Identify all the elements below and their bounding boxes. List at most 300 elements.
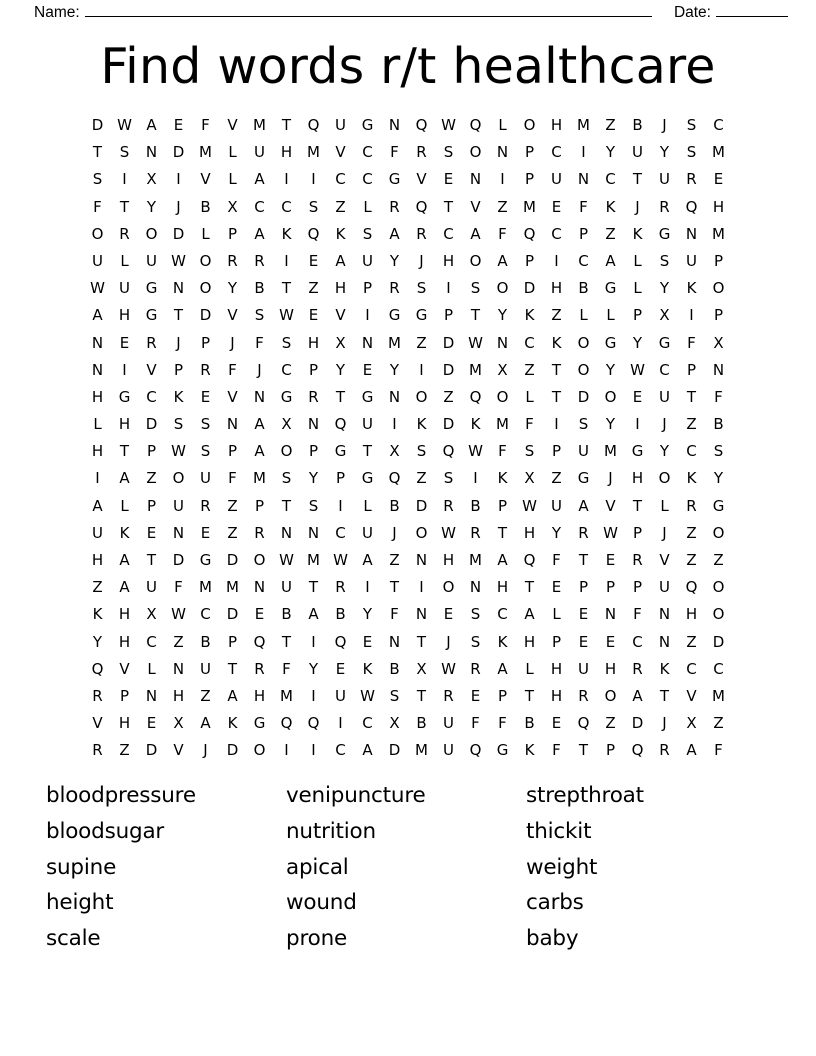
grid-cell[interactable]: G [361,116,374,134]
grid-cell[interactable]: V [605,496,616,515]
grid-cell[interactable]: S [389,686,400,705]
grid-cell[interactable]: G [199,551,212,569]
grid-cell[interactable]: T [362,442,373,461]
grid-cell[interactable]: F [255,333,264,352]
grid-cell[interactable]: R [443,686,454,705]
grid-cell[interactable]: S [686,116,697,134]
grid-cell[interactable]: I [284,251,289,270]
grid-cell[interactable]: Z [92,578,103,597]
grid-cell[interactable]: U [92,523,103,542]
grid-cell[interactable]: Q [523,224,536,243]
grid-cell[interactable]: R [632,551,643,569]
grid-cell[interactable]: K [551,333,562,352]
grid-cell[interactable]: H [253,686,266,705]
grid-cell[interactable]: F [93,197,102,216]
grid-cell[interactable]: D [226,551,239,569]
grid-cell[interactable]: X [146,605,157,624]
grid-cell[interactable]: E [362,632,373,651]
grid-cell[interactable]: W [468,442,483,461]
grid-cell[interactable]: C [335,170,346,189]
grid-cell[interactable]: G [253,714,266,733]
grid-cell[interactable]: Y [605,143,616,162]
grid-cell[interactable]: T [416,686,427,705]
grid-cell[interactable]: F [687,333,696,352]
grid-cell[interactable]: F [228,360,237,379]
grid-cell[interactable]: J [203,741,208,760]
grid-cell[interactable]: B [254,279,265,298]
grid-cell[interactable]: G [361,387,374,406]
grid-cell[interactable]: L [120,251,129,270]
grid-cell[interactable]: C [551,143,562,162]
grid-cell[interactable]: U [443,741,454,760]
grid-cell[interactable]: F [552,741,561,760]
grid-cell[interactable]: S [443,143,454,162]
grid-cell[interactable]: I [311,170,316,189]
grid-cell[interactable]: F [633,605,642,624]
grid-cell[interactable]: U [443,714,454,733]
grid-cell[interactable]: A [497,251,508,270]
grid-cell[interactable]: I [338,496,343,515]
word-list-item[interactable]: nutrition [286,818,376,844]
grid-cell[interactable]: O [442,578,455,597]
grid-cell[interactable]: E [551,197,562,216]
grid-cell[interactable]: G [388,306,401,325]
grid-cell[interactable]: D [145,415,158,434]
grid-cell[interactable]: G [658,333,671,352]
grid-cell[interactable]: I [419,578,424,597]
grid-cell[interactable]: C [281,197,292,216]
grid-cell[interactable]: S [308,197,319,216]
grid-cell[interactable]: E [308,251,319,270]
grid-cell[interactable]: Q [334,632,347,651]
grid-cell[interactable]: T [632,496,643,515]
grid-cell[interactable]: Z [497,197,508,216]
grid-cell[interactable]: F [579,197,588,216]
grid-cell[interactable]: B [632,116,643,134]
grid-cell[interactable]: U [200,469,211,488]
grid-cell[interactable]: P [443,306,454,325]
grid-cell[interactable]: Y [227,279,238,298]
grid-cell[interactable]: P [497,686,508,705]
grid-cell[interactable]: R [227,251,238,270]
grid-cell[interactable]: M [388,333,401,352]
grid-cell[interactable]: Q [388,469,401,488]
grid-cell[interactable]: V [335,143,346,162]
grid-cell[interactable]: R [470,523,481,542]
grid-cell[interactable]: S [173,415,184,434]
grid-cell[interactable]: H [496,578,509,597]
grid-cell[interactable]: S [470,632,481,651]
grid-cell[interactable]: U [632,143,643,162]
grid-cell[interactable]: J [662,116,667,134]
grid-cell[interactable]: B [470,496,481,515]
grid-cell[interactable]: P [227,442,238,461]
grid-cell[interactable]: X [524,469,535,488]
grid-cell[interactable]: K [173,387,184,406]
grid-cell[interactable]: U [578,442,589,461]
grid-cell[interactable]: L [525,387,534,406]
grid-cell[interactable]: V [227,387,238,406]
grid-cell[interactable]: N [307,415,320,434]
grid-cell[interactable]: Q [307,116,320,134]
grid-cell[interactable]: R [659,197,670,216]
grid-cell[interactable]: G [604,333,617,352]
grid-cell[interactable]: C [713,116,724,134]
grid-cell[interactable]: O [253,741,266,760]
grid-cell[interactable]: P [605,741,616,760]
grid-cell[interactable]: Y [308,659,319,678]
grid-cell[interactable]: G [118,387,131,406]
grid-cell[interactable]: M [712,224,725,243]
grid-cell[interactable]: U [362,415,373,434]
grid-cell[interactable]: W [603,523,618,542]
grid-cell[interactable]: P [335,469,346,488]
grid-cell[interactable]: T [281,496,292,515]
grid-cell[interactable]: Q [334,415,347,434]
grid-cell[interactable]: H [91,551,104,569]
grid-cell[interactable]: O [658,469,671,488]
grid-cell[interactable]: K [470,415,481,434]
grid-cell[interactable]: C [632,632,643,651]
grid-cell[interactable]: D [145,741,158,760]
grid-cell[interactable]: O [172,469,185,488]
grid-cell[interactable]: T [578,741,589,760]
grid-cell[interactable]: Q [91,659,104,678]
grid-cell[interactable]: N [91,333,104,352]
grid-cell[interactable]: W [360,686,375,705]
grid-cell[interactable]: I [419,360,424,379]
grid-cell[interactable]: G [280,387,293,406]
grid-cell[interactable]: S [92,170,103,189]
grid-cell[interactable]: Q [253,632,266,651]
grid-cell[interactable]: E [254,605,265,624]
word-list-item[interactable]: supine [46,854,117,880]
grid-cell[interactable]: U [659,578,670,597]
grid-cell[interactable]: W [441,116,456,134]
grid-cell[interactable]: X [173,714,184,733]
grid-cell[interactable]: J [392,523,397,542]
grid-cell[interactable]: A [362,551,373,569]
grid-cell[interactable]: W [522,496,537,515]
grid-cell[interactable]: Q [415,197,428,216]
grid-cell[interactable]: N [712,360,725,379]
grid-cell[interactable]: R [578,686,589,705]
grid-cell[interactable]: L [633,251,642,270]
grid-cell[interactable]: V [686,686,697,705]
grid-cell[interactable]: B [281,605,292,624]
grid-cell[interactable]: D [712,632,725,651]
grid-cell[interactable]: H [91,387,104,406]
grid-cell[interactable]: I [365,306,370,325]
grid-cell[interactable]: J [608,469,613,488]
grid-cell[interactable]: W [279,551,294,569]
grid-cell[interactable]: V [659,551,670,569]
grid-cell[interactable]: P [362,279,373,298]
grid-cell[interactable]: A [497,659,508,678]
grid-cell[interactable]: C [659,360,670,379]
grid-cell[interactable]: I [554,415,559,434]
grid-cell[interactable]: P [308,442,319,461]
grid-cell[interactable]: V [200,170,211,189]
grid-cell[interactable]: T [389,578,400,597]
grid-cell[interactable]: A [578,496,589,515]
grid-cell[interactable]: M [415,741,428,760]
grid-cell[interactable]: H [334,279,347,298]
grid-cell[interactable]: K [92,605,103,624]
word-list-item[interactable]: height [46,890,114,916]
grid-cell[interactable]: S [578,415,589,434]
grid-cell[interactable]: E [713,170,724,189]
grid-cell[interactable]: V [227,306,238,325]
grid-cell[interactable]: Y [92,632,103,651]
grid-cell[interactable]: P [578,224,589,243]
grid-cell[interactable]: I [338,714,343,733]
grid-cell[interactable]: P [146,496,157,515]
grid-cell[interactable]: C [551,224,562,243]
grid-cell[interactable]: L [498,116,507,134]
grid-cell[interactable]: O [280,442,293,461]
grid-cell[interactable]: L [93,415,102,434]
grid-cell[interactable]: Z [416,333,427,352]
grid-cell[interactable]: T [146,551,157,569]
grid-cell[interactable]: F [525,415,534,434]
grid-cell[interactable]: E [146,714,157,733]
grid-cell[interactable]: I [446,279,451,298]
grid-cell[interactable]: C [362,143,373,162]
grid-cell[interactable]: F [552,551,561,569]
grid-cell[interactable]: T [551,387,562,406]
word-list-item[interactable]: weight [526,854,598,880]
grid-cell[interactable]: K [416,415,427,434]
grid-cell[interactable]: E [443,170,454,189]
grid-cell[interactable]: U [200,659,211,678]
grid-cell[interactable]: F [714,387,723,406]
grid-cell[interactable]: B [389,659,400,678]
grid-cell[interactable]: Z [713,551,724,569]
grid-cell[interactable]: P [632,578,643,597]
grid-cell[interactable]: D [199,306,212,325]
grid-cell[interactable]: V [92,714,103,733]
grid-cell[interactable]: C [362,170,373,189]
grid-cell[interactable]: M [496,415,509,434]
grid-cell[interactable]: W [117,116,132,134]
grid-cell[interactable]: O [415,387,428,406]
grid-cell[interactable]: G [577,469,590,488]
grid-cell[interactable]: W [171,251,186,270]
grid-cell[interactable]: B [200,197,211,216]
grid-cell[interactable]: R [578,523,589,542]
grid-cell[interactable]: H [172,686,185,705]
grid-cell[interactable]: J [230,333,235,352]
grid-cell[interactable]: H [550,279,563,298]
grid-cell[interactable]: L [660,496,669,515]
grid-cell[interactable]: A [362,741,373,760]
grid-cell[interactable]: T [335,387,346,406]
grid-cell[interactable]: I [392,415,397,434]
grid-cell[interactable]: S [119,143,130,162]
word-list-item[interactable]: thickit [526,818,592,844]
grid-cell[interactable]: C [200,605,211,624]
grid-cell[interactable]: R [92,741,103,760]
grid-cell[interactable]: T [578,551,589,569]
word-list-item[interactable]: wound [286,890,357,916]
grid-cell[interactable]: U [173,496,184,515]
grid-cell[interactable]: I [95,469,100,488]
grid-cell[interactable]: G [658,224,671,243]
grid-cell[interactable]: Z [524,360,535,379]
grid-cell[interactable]: J [635,197,640,216]
grid-cell[interactable]: P [200,333,211,352]
grid-cell[interactable]: P [254,496,265,515]
grid-cell[interactable]: N [415,551,428,569]
grid-cell[interactable]: H [712,197,725,216]
grid-cell[interactable]: A [632,686,643,705]
grid-cell[interactable]: K [524,306,535,325]
grid-cell[interactable]: P [686,360,697,379]
grid-cell[interactable]: H [442,251,455,270]
grid-cell[interactable]: M [577,116,590,134]
grid-cell[interactable]: S [281,469,292,488]
name-write-in-line[interactable] [85,2,652,17]
grid-cell[interactable]: F [282,659,291,678]
grid-cell[interactable]: F [228,469,237,488]
grid-cell[interactable]: G [415,306,428,325]
word-list-item[interactable]: prone [286,926,348,952]
grid-cell[interactable]: U [362,251,373,270]
grid-cell[interactable]: P [551,442,562,461]
grid-cell[interactable]: R [686,496,697,515]
grid-cell[interactable]: C [362,714,373,733]
grid-cell[interactable]: Z [173,632,184,651]
grid-cell[interactable]: I [500,170,505,189]
grid-cell[interactable]: E [146,523,157,542]
grid-cell[interactable]: L [228,143,237,162]
grid-cell[interactable]: Y [605,415,616,434]
grid-cell[interactable]: P [227,224,238,243]
grid-cell[interactable]: E [551,714,562,733]
grid-cell[interactable]: E [200,523,211,542]
grid-cell[interactable]: E [443,605,454,624]
grid-cell[interactable]: F [390,143,399,162]
grid-cell[interactable]: A [254,442,265,461]
grid-cell[interactable]: W [171,442,186,461]
grid-cell[interactable]: C [713,659,724,678]
grid-cell[interactable]: Y [497,306,508,325]
grid-cell[interactable]: R [254,659,265,678]
grid-cell[interactable]: N [253,387,266,406]
grid-cell[interactable]: U [659,387,670,406]
grid-cell[interactable]: P [524,170,535,189]
grid-cell[interactable]: O [712,523,725,542]
grid-cell[interactable]: F [498,442,507,461]
grid-cell[interactable]: O [712,578,725,597]
grid-cell[interactable]: H [550,659,563,678]
grid-cell[interactable]: H [604,659,617,678]
grid-cell[interactable]: T [686,387,697,406]
grid-cell[interactable]: I [581,143,586,162]
grid-cell[interactable]: N [172,523,185,542]
grid-cell[interactable]: U [335,686,346,705]
grid-cell[interactable]: N [361,333,374,352]
grid-cell[interactable]: Z [713,714,724,733]
grid-cell[interactable]: W [630,360,645,379]
grid-cell[interactable]: H [91,442,104,461]
grid-cell[interactable]: V [470,197,481,216]
grid-cell[interactable]: R [389,197,400,216]
grid-cell[interactable]: N [658,632,671,651]
grid-cell[interactable]: R [416,224,427,243]
grid-cell[interactable]: G [712,496,725,515]
grid-cell[interactable]: I [284,741,289,760]
grid-cell[interactable]: B [335,605,346,624]
grid-cell[interactable]: R [92,686,103,705]
grid-cell[interactable]: M [253,469,266,488]
grid-cell[interactable]: E [200,387,211,406]
grid-cell[interactable]: Z [686,632,697,651]
grid-cell[interactable]: A [686,741,697,760]
grid-cell[interactable]: C [254,197,265,216]
grid-cell[interactable]: V [227,116,238,134]
grid-cell[interactable]: P [308,360,319,379]
grid-cell[interactable]: O [577,333,590,352]
grid-cell[interactable]: O [496,387,509,406]
grid-cell[interactable]: C [146,387,157,406]
grid-cell[interactable]: U [686,251,697,270]
grid-cell[interactable]: X [146,170,157,189]
grid-cell[interactable]: T [119,197,130,216]
grid-cell[interactable]: Q [577,714,590,733]
grid-cell[interactable]: A [227,686,238,705]
grid-cell[interactable]: J [257,360,262,379]
grid-cell[interactable]: R [254,251,265,270]
grid-cell[interactable]: O [91,224,104,243]
grid-cell[interactable]: D [442,360,455,379]
grid-cell[interactable]: P [578,578,589,597]
grid-cell[interactable]: T [281,279,292,298]
word-list-item[interactable]: carbs [526,890,584,916]
grid-cell[interactable]: E [551,578,562,597]
grid-cell[interactable]: C [335,741,346,760]
grid-cell[interactable]: J [662,415,667,434]
grid-cell[interactable]: K [686,469,697,488]
grid-cell[interactable]: F [714,741,723,760]
grid-cell[interactable]: F [201,116,210,134]
grid-cell[interactable]: T [659,686,670,705]
grid-cell[interactable]: Y [659,143,670,162]
grid-cell[interactable]: L [201,224,210,243]
grid-cell[interactable]: E [632,387,643,406]
grid-cell[interactable]: C [335,523,346,542]
grid-cell[interactable]: U [146,251,157,270]
grid-cell[interactable]: P [551,632,562,651]
grid-cell[interactable]: W [279,306,294,325]
grid-cell[interactable]: O [253,551,266,569]
grid-cell[interactable]: X [686,714,697,733]
grid-cell[interactable]: K [335,224,346,243]
grid-cell[interactable]: A [119,578,130,597]
grid-cell[interactable]: T [497,523,508,542]
grid-cell[interactable]: Z [227,523,238,542]
grid-cell[interactable]: S [470,605,481,624]
grid-cell[interactable]: T [119,442,130,461]
grid-cell[interactable]: L [552,605,561,624]
grid-cell[interactable]: I [689,306,694,325]
grid-cell[interactable]: S [713,442,724,461]
grid-cell[interactable]: J [176,333,181,352]
grid-cell[interactable]: T [443,197,454,216]
grid-cell[interactable]: X [713,333,724,352]
grid-cell[interactable]: R [389,279,400,298]
